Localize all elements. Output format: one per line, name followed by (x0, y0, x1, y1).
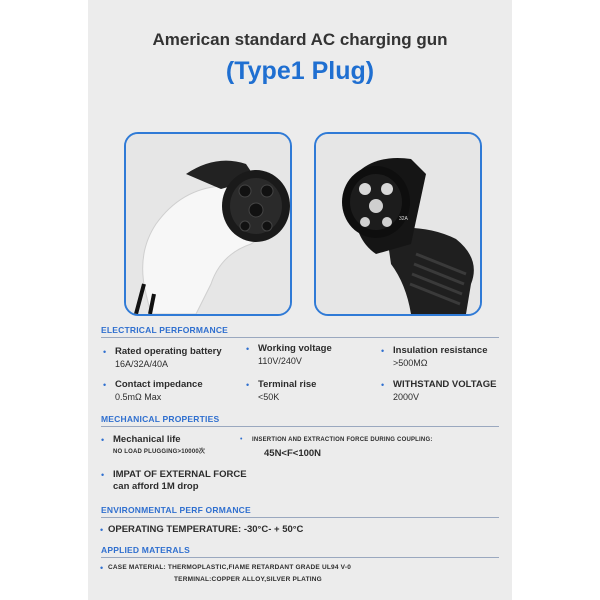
rated-battery-item (103, 346, 222, 370)
withstand-voltage-label: WITHSTAND VOLTAGE (393, 379, 497, 390)
coupling-force-label: INSERTION AND EXTRACTION FORCE DURING COUPLING: (252, 437, 433, 443)
insulation-item (381, 345, 488, 369)
bullet-icon: • (101, 470, 105, 480)
bullet-icon: • (240, 436, 243, 443)
materials-rule (101, 557, 499, 558)
white-type1-plug-icon (126, 134, 290, 314)
insulation-value: >500MΩ (393, 358, 428, 368)
bullet-icon: • (103, 380, 107, 390)
withstand-voltage-value: 2000V (393, 392, 420, 402)
electrical-rule (101, 337, 499, 338)
bullet-icon: • (103, 347, 107, 357)
contact-impedance-label: Contact impedance (115, 379, 203, 390)
mechanical-heading: MECHANICAL PROPERTIES (101, 414, 220, 424)
plug-marking: 32A (399, 216, 408, 222)
black-type1-plug-icon (316, 134, 480, 314)
contact-impedance-value: 0.5mΩ Max (115, 392, 162, 402)
materials-heading: APPLIED MATERALS (101, 545, 190, 555)
environmental-heading: ENVIRONMENTAL PERF ORMANCE (101, 505, 251, 515)
coupling-force-value: 45N<F<100N (264, 448, 322, 459)
page-subtitle: (Type1 Plug) (225, 57, 375, 85)
bullet-icon: • (246, 380, 250, 390)
terminal-rise-label: Terminal rise (258, 379, 317, 390)
impact-label: IMPAT OF EXTERNAL FORCE (113, 469, 247, 480)
electrical-heading: ELECTRICAL PERFORMANCE (101, 325, 229, 335)
bullet-icon: • (381, 380, 385, 390)
mechanical-life-value: NO LOAD PLUGGING>10000次 (113, 449, 206, 455)
insulation-label: Insulation resistance (393, 345, 488, 356)
withstand-voltage-item (381, 379, 497, 403)
case-material-text: CASE MATERIAL: THERMOPLASTIC,FIAME RETARDANT GRADE UL94 V-0 (108, 564, 352, 571)
rated-battery-label: Rated operating battery (115, 346, 222, 357)
contact-impedance-item (103, 379, 203, 403)
coupling-force-item (240, 434, 433, 460)
working-voltage-value: 110V/240V (258, 356, 302, 366)
mechanical-rule (101, 426, 499, 427)
page-title: American standard AC charging gun (152, 30, 448, 49)
bullet-icon: • (381, 346, 385, 356)
impact-value: can afford 1M drop (113, 481, 199, 492)
working-voltage-label: Working voltage (258, 343, 332, 354)
white-plug-photo (124, 132, 292, 316)
terminal-rise-item (246, 379, 317, 403)
environmental-rule (101, 517, 499, 518)
bullet-icon: • (100, 563, 104, 573)
terminal-material-text: TERMINAL:COPPER ALLOY,SILVER PLATING (174, 576, 322, 583)
mechanical-life-label: Mechanical life (113, 434, 181, 445)
temperature-text: OPERATING TEMPERATURE: -30°C- + 50°C (108, 524, 304, 535)
rated-battery-value: 16A/32A/40A (115, 359, 169, 369)
materials-item (100, 562, 352, 586)
black-plug-photo (314, 132, 482, 316)
bullet-icon: • (246, 344, 250, 354)
temperature-item (100, 524, 304, 536)
mechanical-life-item (101, 434, 206, 458)
working-voltage-item (246, 343, 332, 367)
bullet-icon: • (101, 435, 105, 445)
terminal-rise-value: <50K (258, 392, 280, 402)
impact-item (101, 469, 247, 493)
bullet-icon: • (100, 525, 104, 535)
